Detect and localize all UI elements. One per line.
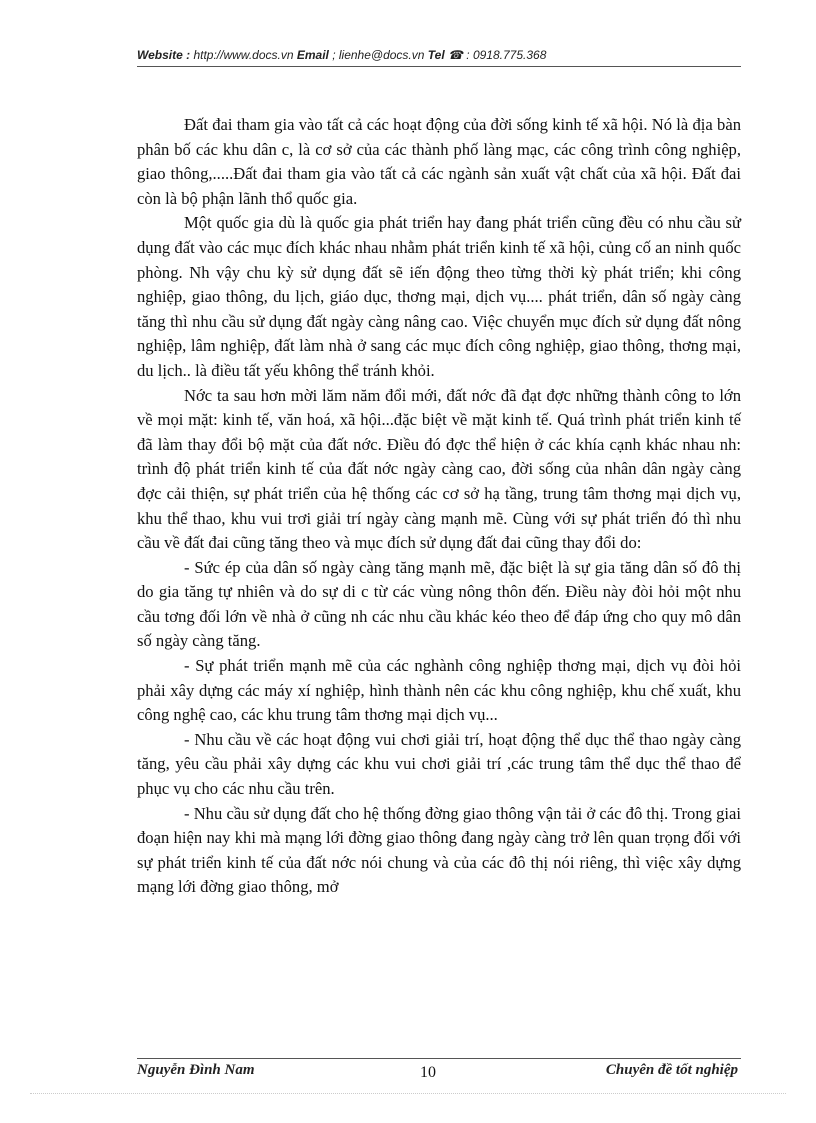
tel-label: Tel (427, 48, 445, 62)
header-rule (137, 66, 741, 67)
paragraph: - Nhu cầu về các hoạt động vui chơi giải trí, hoạt động thể dục thể thao ngày càng tăng, yêu cầu phải xây dựng các khu vui chơi giải trí ,các trung tâm thể dục thể thao để phục vụ cho các nhu cầu trên. (137, 729, 741, 799)
page-bottom-divider (30, 1093, 786, 1094)
email-value[interactable]: ; lienhe@docs.vn (328, 48, 428, 62)
website-label: Website : (137, 48, 191, 62)
paragraph: Một quốc gia dù là quốc gia phát triển hay đang phát triển cũng đều có nhu cầu sử dụng đất vào các mục đích khác nhau nhằm phát triển kinh tế xã hội, củng cố an ninh quốc phòng. Nh vậy chu kỳ sử dụng đất sẽ iến động theo từng thời kỳ phát triển; khi công nghiệp, giao thông, du lịch, giáo dục, thơng mại, dịch vụ.... phát triển, dân số ngày càng tăng thì nhu cầu sử dụng đất ngày càng nâng cao. Việc chuyển mục đích sử dụng đất nông nghiệp, lâm nghiệp, đất làm nhà ở sang các mục đích công nghiệp, giao thông, thơng mại, du lịch.. là điều tất yếu không thể tránh khỏi. (137, 213, 741, 380)
footer-rule (137, 1058, 741, 1059)
footer-author: Nguyễn Đình Nam (137, 1062, 255, 1078)
paragraph: - Sức ép của dân số ngày càng tăng mạnh mẽ, đặc biệt là sự gia tăng dân số đô thị do gia tăng tự nhiên và do sự di c từ các vùng nông thôn đến. Điều này đòi hỏi một nhu cầu tơng đối lớn về nhà ở cũng nh các nhu cầu khác kéo theo để đáp ứng cho quy mô dân số ngày càng tăng. (137, 557, 741, 651)
document-body (137, 113, 741, 900)
page-number: 10 (420, 1064, 436, 1081)
website-url[interactable]: http://www.docs.vn (190, 48, 297, 62)
page-header (137, 48, 546, 62)
footer-title: Chuyên đề tốt nghiệp (605, 1062, 738, 1078)
paragraph: Nớc ta sau hơn mời lăm năm đổi mới, đất nớc đã đạt đợc những thành công to lớn về mọi mặt: kinh tế, văn hoá, xã hội...đặc biệt về mặt kinh tế. Quá trình phát triển kinh tế đã làm thay đổi bộ mặt của đất nớc. Điều đó đợc thể hiện ở các khía cạnh khác nhau nh: trình độ phát triển kinh tế của đất nớc ngày càng cao, đời sống của nhân dân ngày càng đợc cải thiện, sự phát triển của hệ thống các cơ sở hạ tầng, trung tâm thơng mại dịch vụ, khu thể thao, khu vui trơi giải trí ngày càng mạnh mẽ. Cùng với sự phát triển đó thì nhu cầu về đất đai cũng tăng theo và mục đích sử dụng đất đai cũng thay đổi do: (137, 385, 741, 553)
tel-value: ☎ : 0918.775.368 (444, 48, 547, 62)
paragraph: - Sự phát triển mạnh mẽ của các nghành công nghiệp thơng mại, dịch vụ đòi hỏi phải xây dựng các máy xí nghiệp, hình thành nên các khu công nghiệp, khu chế xuất, khu công nghệ cao, các khu trung tâm thơng mại dịch vụ... (137, 656, 741, 725)
email-label: Email (296, 48, 329, 62)
paragraph: - Nhu cầu sử dụng đất cho hệ thống đờng giao thông vận tải ở các đô thị. Trong giai đoạn hiện nay khi mà mạng lới đờng giao thông đang ngày càng trở lên quan trọng đối với sự phát triển kinh tế của đất nớc nói chung và của các đô thị nói riêng, thì việc xây dựng mạng lới đờng giao thông, mở (137, 803, 741, 897)
paragraph: Đất đai tham gia vào tất cả các hoạt động của đời sống kinh tế xã hội. Nó là địa bàn phân bố các khu dân c, là cơ sở của các thành phố làng mạc, các công trình công nghiệp, giao thông,.....Đất đai tham gia vào tất cả các ngành sản xuất vật chất của xã hội. Đất đai còn là bộ phận lãnh thổ quốc gia. (137, 115, 741, 208)
